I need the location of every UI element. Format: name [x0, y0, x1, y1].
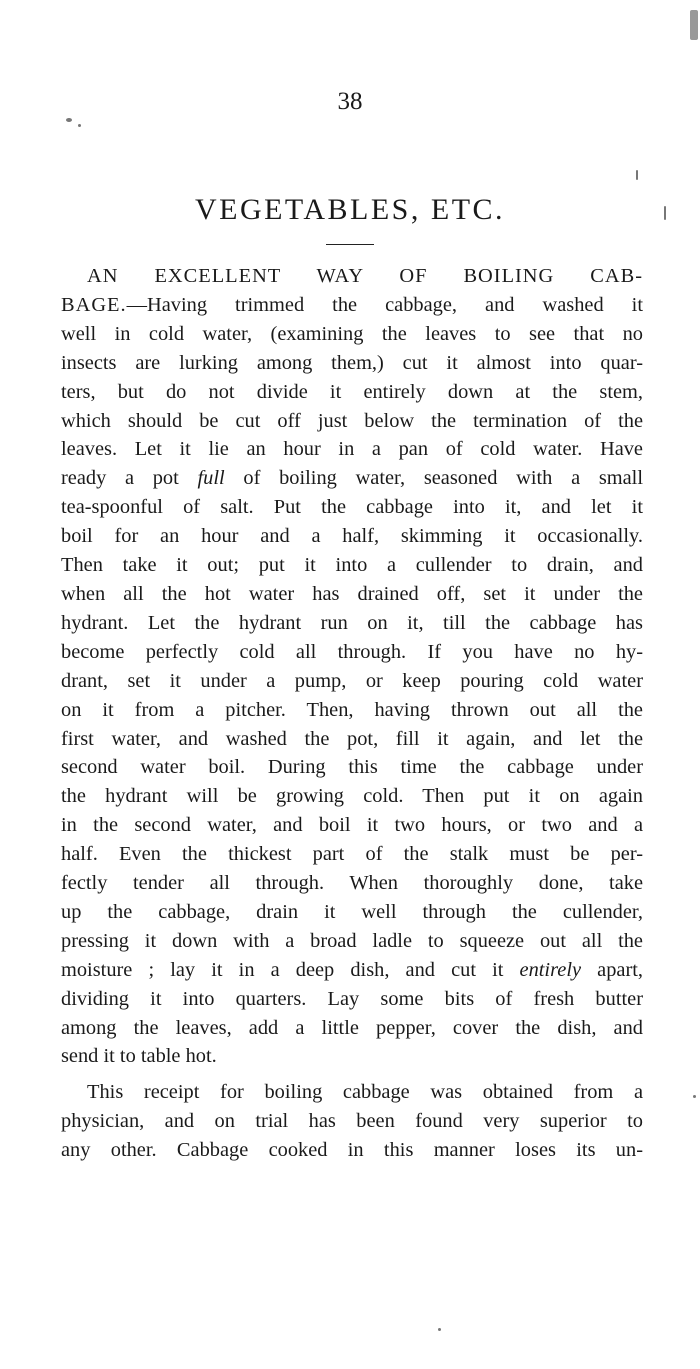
text-line	[61, 956, 643, 985]
text-line: insects are lurking among them,) cut it almost into quar-	[61, 351, 643, 374]
text-line: Then take it out; put it into a cullender to drain, and	[61, 554, 643, 577]
text-line: which should be cut off just below the termination of the	[61, 409, 643, 432]
text-line: the hydrant will be growing cold. Then put it on again	[61, 785, 643, 808]
text-line	[61, 262, 643, 291]
paper-speck	[693, 1095, 696, 1098]
text-line: become perfectly cold all through. If you have no hy-	[61, 640, 643, 663]
text-line: among the leaves, add a little pepper, cover the dish, and	[61, 1016, 643, 1039]
title-rule	[326, 244, 374, 245]
paper-speck	[66, 118, 72, 122]
text-line: leaves. Let it lie an hour in a pan of cold water. Have	[61, 438, 643, 461]
text-line: first water, and washed the pot, fill it again, and let the	[61, 727, 643, 750]
text-line: any other. Cabbage cooked in this manner loses its un-	[61, 1139, 643, 1162]
text-line: pressing it down with a broad ladle to squeeze out all the	[61, 929, 643, 952]
text-line: half. Even the thickest part of the stalk must be per-	[61, 843, 643, 866]
paper-speck	[78, 124, 81, 127]
body-text	[61, 262, 643, 1165]
text-line: boil for an hour and a half, skimming it occasionally.	[61, 525, 643, 548]
text-line: drant, set it under a pump, or keep pouring cold water	[61, 669, 643, 692]
page-title: VEGETABLES, ETC.	[194, 193, 506, 226]
paper-speck	[690, 10, 698, 40]
text-run: apart,	[581, 958, 643, 981]
text-line: ters, but do not divide it entirely down at the stem,	[61, 380, 643, 403]
text-line	[61, 464, 643, 493]
paper-speck	[636, 170, 638, 180]
text-run: —Having trimmed the cabbage, and washed it	[126, 293, 643, 316]
text-line: This receipt for boiling cabbage was obtained from a	[87, 1081, 643, 1104]
text-line: well in cold water, (examining the leaves to see that no	[61, 322, 643, 345]
text-line: second water boil. During this time the cabbage under	[61, 756, 643, 779]
text-line: hydrant. Let the hydrant run on it, till the cabbage has	[61, 611, 643, 634]
paragraph-note	[61, 1078, 643, 1165]
text-line: physician, and on trial has been found very superior to	[61, 1110, 643, 1133]
text-run: of boiling water, seasoned with a small	[224, 467, 644, 490]
text-line	[61, 291, 643, 320]
paragraph-cabbage-recipe	[61, 262, 643, 1071]
recipe-heading-end: BAGE.	[61, 293, 127, 316]
emphasis-text: full	[197, 467, 225, 490]
text-line: send it to table hot.	[61, 1045, 217, 1068]
text-line: dividing it into quarters. Lay some bits of fresh butter	[61, 987, 643, 1010]
text-line: when all the hot water has drained off, set it under the	[61, 582, 643, 605]
text-line: in the second water, and boil it two hours, or two and a	[61, 814, 643, 837]
text-line: up the cabbage, drain it well through the cullender,	[61, 900, 643, 923]
text-line: tea-spoonful of salt. Put the cabbage into it, and let it	[61, 496, 643, 519]
page-number: 38	[337, 88, 363, 115]
text-line: fectly tender all through. When thoroughly done, take	[61, 872, 643, 895]
paragraph-gap	[61, 1071, 643, 1078]
text-run: ready a pot	[61, 467, 198, 490]
emphasis-text: entirely	[519, 958, 582, 981]
text-line: on it from a pitcher. Then, having thrown out all the	[61, 698, 643, 721]
recipe-heading: AN EXCELLENT WAY OF BOILING CAB-	[87, 265, 643, 287]
paper-speck	[438, 1328, 441, 1331]
text-run: moisture ; lay it in a deep dish, and cut it	[61, 958, 520, 981]
paper-speck	[664, 206, 666, 220]
